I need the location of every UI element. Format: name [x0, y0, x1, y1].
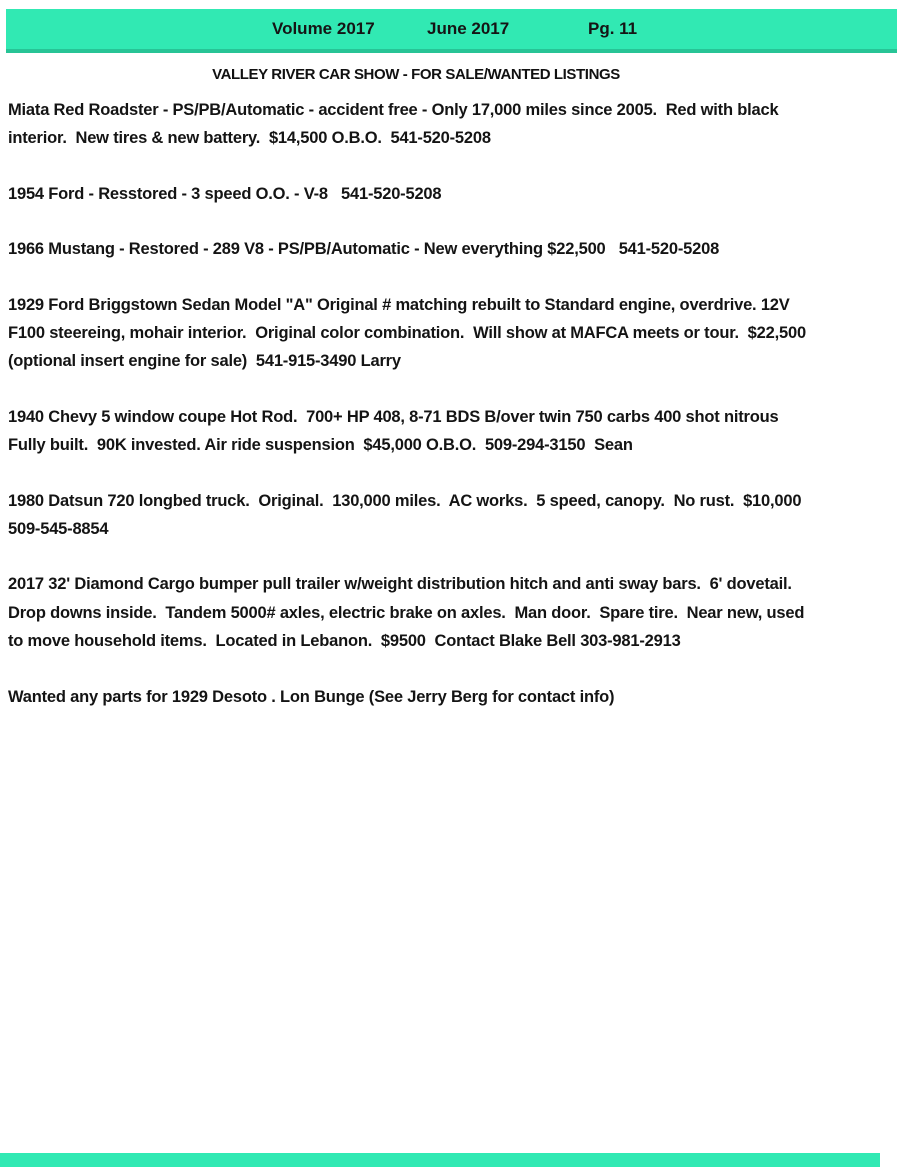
listing-line: 1966 Mustang - Restored - 289 V8 - PS/PB/Automatic - New everything $22,500 541-520-5208	[8, 240, 720, 259]
listing-line: interior. New tires & new battery. $14,500 O.B.O. 541-520-5208	[8, 129, 491, 148]
listing-line: to move household items. Located in Lebanon. $9500 Contact Blake Bell 303-981-2913	[8, 632, 681, 651]
listing-line: F100 steereing, mohair interior. Original color combination. Will show at MAFCA meets or tour. $22,500	[8, 324, 806, 343]
listing-line: Miata Red Roadster - PS/PB/Automatic - accident free - Only 17,000 miles since 2005. Red with black	[8, 101, 779, 119]
listing-line: 1954 Ford - Resstored - 3 speed O.O. - V-8 541-520-5208	[8, 184, 442, 203]
masthead-issue-date: June 2017	[427, 19, 510, 38]
listing-line: 1940 Chevy 5 window coupe Hot Rod. 700+ HP 408, 8-71 BDS B/over twin 750 carbs 400 shot nitrous	[8, 407, 779, 426]
listing-1980-datsun-truck	[8, 487, 898, 544]
listing-1929-ford-sedan	[8, 291, 898, 376]
listing-line: (optional insert engine for sale) 541-915-3490 Larry	[8, 352, 401, 371]
listing-miata-roadster	[8, 96, 898, 153]
listing-line: Drop downs inside. Tandem 5000# axles, electric brake on axles. Man door. Spare tire. Near new, used	[8, 603, 805, 622]
listing-line: 2017 32' Diamond Cargo bumper pull trailer w/weight distribution hitch and anti sway bars. 6' dovetail.	[8, 575, 792, 594]
listing-1940-chevy-coupe	[8, 403, 898, 460]
listing-1966-mustang	[8, 235, 898, 263]
listing-2017-cargo-trailer	[8, 570, 898, 655]
listing-wanted-desoto-parts	[8, 683, 898, 711]
listing-line: 509-545-8854	[8, 520, 109, 539]
listings-section	[8, 96, 898, 738]
listing-line: Wanted any parts for 1929 Desoto . Lon Bunge (See Jerry Berg for contact info)	[8, 687, 615, 706]
page-title: VALLEY RIVER CAR SHOW - FOR SALE/WANTED LISTINGS	[212, 66, 620, 83]
listing-line: 1929 Ford Briggstown Sedan Model "A" Original # matching rebuilt to Standard engine, overdrive. 12V	[8, 295, 790, 314]
listing-line: 1980 Datsun 720 longbed truck. Original. 130,000 miles. AC works. 5 speed, canopy. No rust. $10,000	[8, 491, 802, 510]
masthead-volume: Volume 2017	[272, 19, 375, 38]
masthead-page-number: Pg. 11	[588, 19, 638, 38]
listing-line: Fully built. 90K invested. Air ride suspension $45,000 O.B.O. 509-294-3150 Sean	[8, 436, 633, 455]
listing-1954-ford	[8, 180, 898, 208]
bottom-border-bar	[0, 1153, 880, 1167]
masthead-bar	[6, 9, 897, 53]
